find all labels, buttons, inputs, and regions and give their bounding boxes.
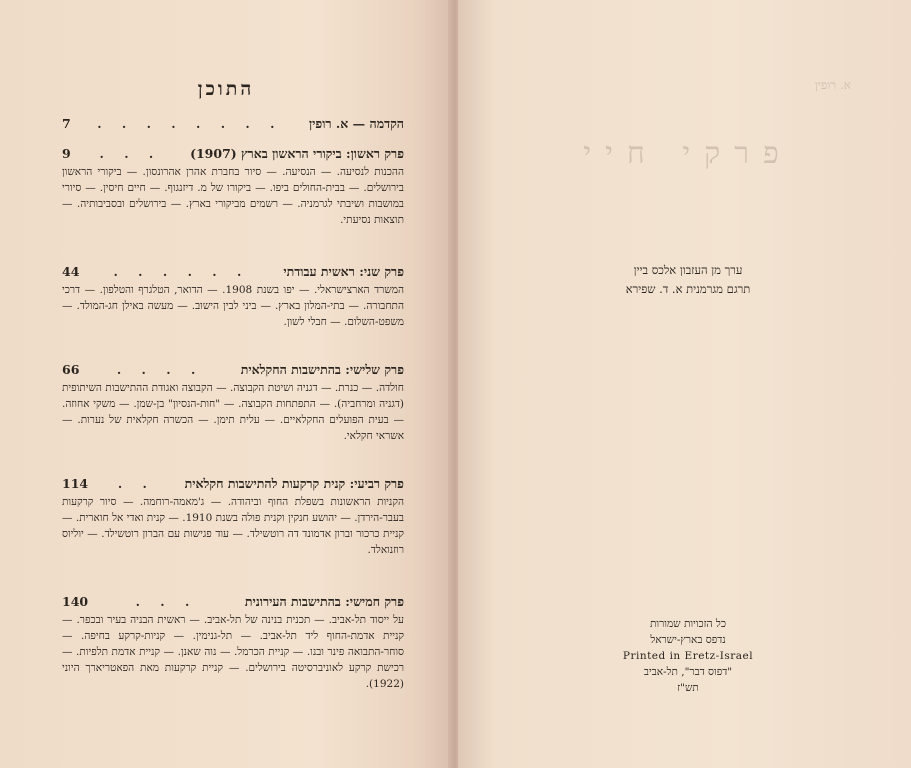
chapter-heading: פרק שני: ראשית עבודתי: [283, 264, 404, 279]
toc-intro-page: 7: [62, 116, 71, 131]
year-line: תש"ז: [677, 682, 699, 694]
chapter-heading: פרק שלישי: בהתישבות החקלאית: [240, 362, 404, 377]
chapter-description: ההכנות לנסיעה. — הנסיעה. — סיור בחברת אהרן אהרונסון. — ביקורי הראשון בירושלים. — בבית-החולים ביפו. — ביקורו של מ. דיזנגוף. — חיים חיסין. — סיורי במושבות ושיבתי לגרמניה. — רשמים מביקורי בארץ. — בירושלים ובסביבותיה. — תוצאות נסיעתי.: [62, 166, 404, 226]
chapter-description: על ייסוד תל-אביב. — תכנית בנינה של תל-אביב. — ראשית הבניה בעיר ובכפר. — קניית אדמת-החוף ליד תל-אביב. — תל-גנימין. — קניות-קרקע בחיפה. — סוחר-התבואה פינר ובנו. — קניית הכרמל. — נוה שאנן. — קניית אדמת תלפיות. — רכישת קרקע לאוניברסיטה בירושלים. — קניית קרקעות מאת הפאטריארך היוני (1922).: [62, 614, 404, 690]
printed-line-hebrew: נדפס בארץ-ישראל: [650, 634, 726, 646]
copyright-line: כל הזכויות שמורות: [650, 618, 726, 630]
chapter-heading: פרק רביעי: קנית קרקעות להתישבות חקלאית: [184, 476, 404, 491]
chapter-page: 140: [62, 594, 89, 609]
chapter-page: 9: [62, 146, 71, 161]
faint-header: א. רופין: [814, 78, 851, 92]
chapter-description: המשרד הארצישראלי. — יפו בשנת 1908. — הדואר, הטלגרף והטלפון. — דרכי התחבורה. — בתי-המלון בארץ. — ביני לבין הישוב. — מעשה באילן חג-המולד. — משפט-השלום. — חבלי לשון.: [62, 284, 404, 328]
editor-credit: ערך מן העזבון אלכס ביין: [633, 263, 743, 277]
chapter-description: חולדה. — כנרת. — דגניה ושיטת הקבוצה. — הקבוצה ואגודת ההתישבות השיתופית (דגניה ומרחביה). — התפתחות הקבוצה. — "חות-הנסיון" בן-שמן. — משקי אחוזה. — בעית הפועלים החקלאיים. — עלית תימן. — הכשרה חקלאית של נערות. — אשראי חקלאי.: [62, 382, 404, 442]
toc-chapter-1[interactable]: פרק ראשון: ביקורי הראשון בארץ (1907) . . . 9 ההכנות לנסיעה. — הנסיעה. — סיור בחברת אהרן אהרונסון. — ביקורי הראשון בירושלים. — בבית-החולים ביפו. — ביקורו של מ. דיזנגוף. — חיים חיסין. — סיורי במושבות ושיבתי לגרמניה. — רשמים מביקורי בארץ. — בירושלים ובסביבותיה. — תוצאות נסיעתי.: [62, 146, 404, 226]
chapter-heading: פרק חמישי: בהתישבות העירונית: [244, 594, 404, 609]
toc-chapter-3[interactable]: פרק שלישי: בהתישבות החקלאית . . . . 66 חולדה. — כנרת. — דגניה ושיטת הקבוצה. — הקבוצה ואגודת ההתישבות השיתופית (דגניה ומרחביה). — התפתחות הקבוצה. — "חות-הנסיון" בן-שמן. — משקי אחוזה. — בעית הפועלים החקלאיים. — עלית תימן. — הכשרה חקלאית של נערות. — אשראי חקלאי.: [62, 362, 404, 442]
chapter-page: 44: [62, 264, 80, 279]
chapter-page: 66: [62, 362, 80, 377]
chapter-page: 114: [62, 476, 89, 491]
chapter-description: הקניות הראשונות בשפלת החוף וביהודה. — ג'מאמה-רוחמה. — סיור קרקעות בעבר-הירדן. — יהושע חנקין וקנית פולה בשנת 1910. — קנית ואדי אל חוארית. — קניית כרכור וברון אדמונד דה רוטשילד. — עוד פגישות עם הברון רוטשילד. — יוליוס רוזנואלד.: [62, 496, 404, 556]
faint-title: פרקי חיי: [583, 136, 793, 171]
translator-credit: תרגם מגרמנית א. ד. שפירא: [625, 282, 751, 296]
toc-intro[interactable]: הקדמה — א. רופין . . . . . . . . 7: [62, 114, 404, 134]
toc-chapter-5[interactable]: פרק חמישי: בהתישבות העירונית . . . 140 על ייסוד תל-אביב. — תכנית בנינה של תל-אביב. — ראשית הבניה בעיר ובכפר. — קניית אדמת-החוף ליד תל-אביב. — תל-גנימין. — קניות-קרקע בחיפה. — סוחר-התבואה פינר ובנו. — קניית הכרמל. — נוה שאנן. — קניית אדמת תלפיות. — רכישת קרקע לאוניברסיטה בירושלים. — קניית קרקעות מאת הפאטריארך היוני (1922).: [62, 594, 404, 690]
left-page: [0, 0, 452, 768]
printer-line: "דפוס דבר", תל-אביב: [643, 666, 733, 678]
printed-line-english: Printed in Eretz-Israel: [622, 650, 754, 662]
toc-chapter-4[interactable]: פרק רביעי: קנית קרקעות להתישבות חקלאית . . 114 הקניות הראשונות בשפלת החוף וביהודה. — ג'מאמה-רוחמה. — סיור קרקעות בעבר-הירדן. — יהושע חנקין וקנית פולה בשנת 1910. — קנית ואדי אל חוארית. — קניית כרכור וברון אדמונד דה רוטשילד. — עוד פגישות עם הברון רוטשילד. — יוליוס רוזנואלד.: [62, 476, 404, 556]
imprint-block: [588, 616, 788, 696]
toc-intro-label: הקדמה — א. רופין: [308, 116, 404, 131]
credits-block: [568, 261, 808, 299]
toc-chapter-2[interactable]: פרק שני: ראשית עבודתי . . . . . . 44 המשרד הארצישראלי. — יפו בשנת 1908. — הדואר, הטלגרף והטלפון. — דרכי התחבורה. — בתי-המלון בארץ. — ביני לבין הישוב. — מעשה באילן חג-המולד. — משפט-השלום. — חבלי לשון.: [62, 264, 404, 328]
right-page: [458, 0, 911, 768]
chapter-heading: פרק ראשון: ביקורי הראשון בארץ (1907): [190, 146, 404, 161]
toc-title: התוכן: [197, 78, 255, 100]
